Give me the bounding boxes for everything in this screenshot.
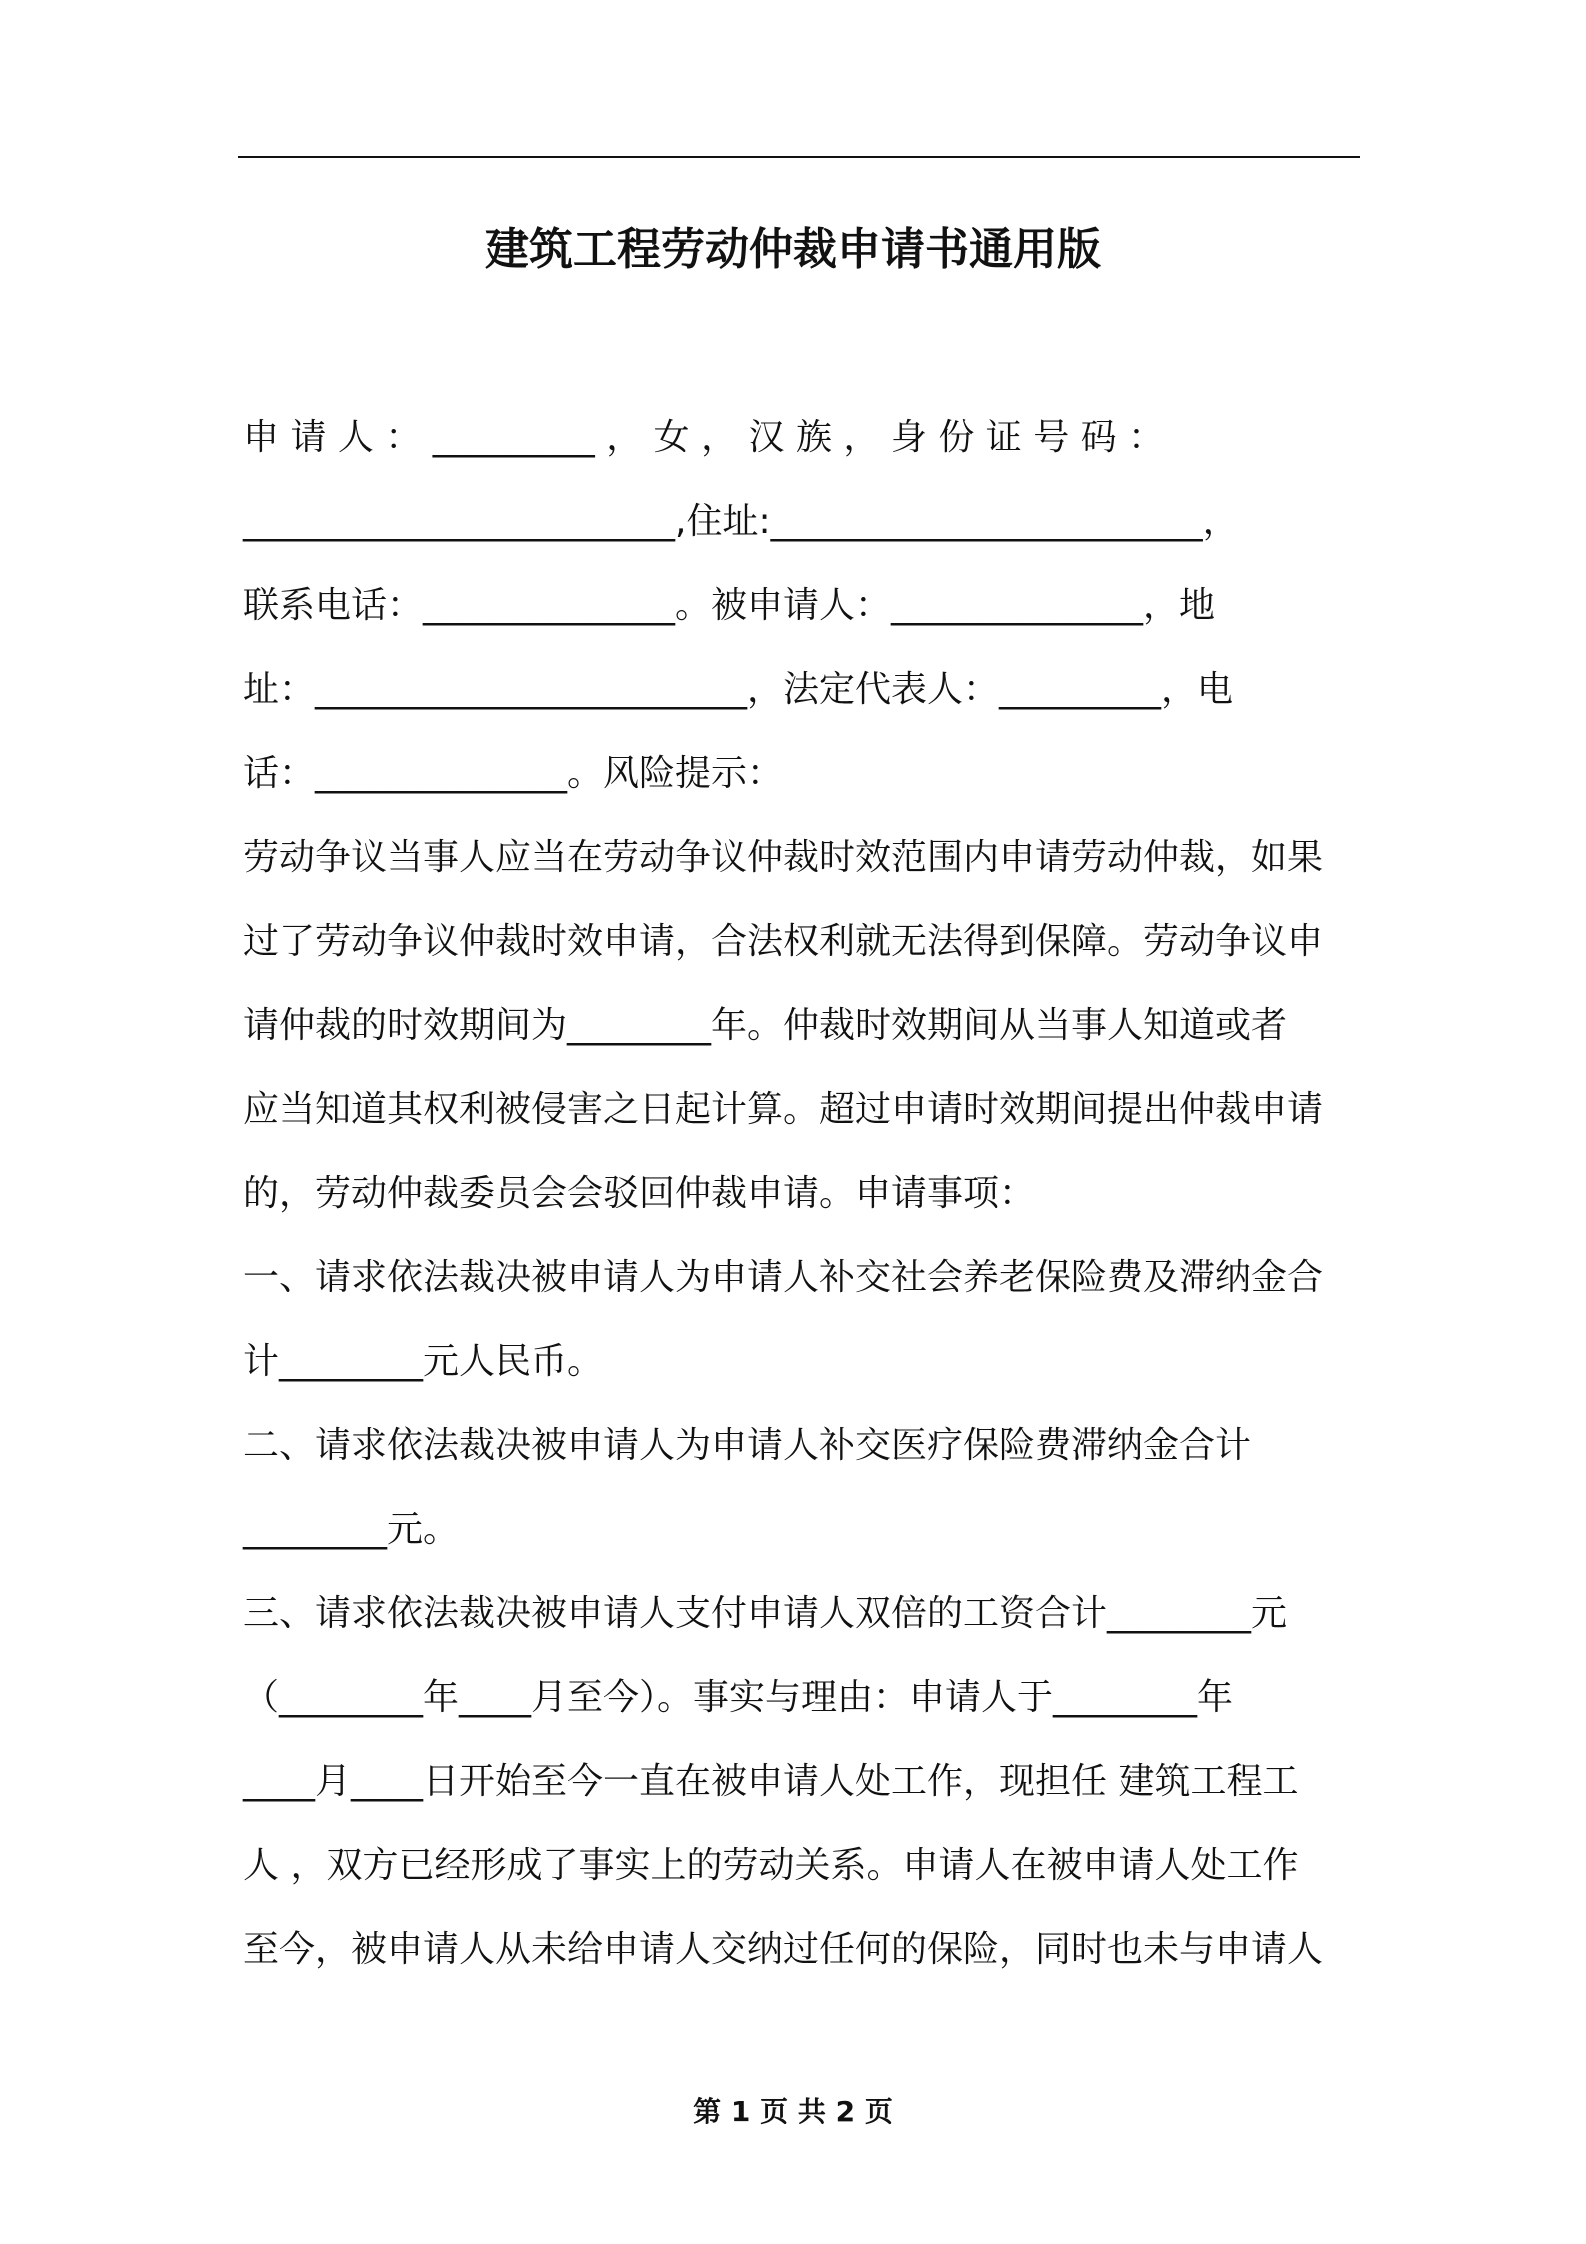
body-line: ________________________,住址:________________________， <box>243 501 1239 542</box>
body-line: 址：________________________，法定代表人：_________，电 <box>243 669 1234 710</box>
body-line: 劳动争议当事人应当在劳动争议仲裁时效范围内申请劳动仲裁，如果 <box>243 837 1324 878</box>
body-line: 计________元人民币。 <box>243 1341 604 1382</box>
page-footer: 第 1 页 共 2 页 <box>693 2095 893 2128</box>
document-title: 建筑工程劳动仲裁申请书通用版 <box>485 224 1101 275</box>
body-line: 话：______________。风险提示： <box>243 753 784 794</box>
body-line: 人 ，双方已经形成了事实上的劳动关系。申请人在被申请人处工作 <box>243 1845 1299 1886</box>
body-line: ____月____日开始至今一直在被申请人处工作，现担任 建筑工程工 <box>243 1761 1299 1802</box>
body-line: 联系电话：______________。被申请人：______________，地 <box>243 585 1216 626</box>
header-rule <box>238 156 1360 158</box>
body-line: 请仲裁的时效期间为________年。仲裁时效期间从当事人知道或者 <box>243 1005 1288 1046</box>
body-line: ________元。 <box>243 1509 460 1550</box>
body-line: （________年____月至今）。事实与理由：申请人于________年 <box>243 1677 1234 1718</box>
body-line: 的，劳动仲裁委员会会驳回仲裁申请。申请事项： <box>243 1173 1036 1214</box>
body-line: 至今，被申请人从未给申请人交纳过任何的保险，同时也未与申请人 <box>243 1929 1324 1970</box>
body-line: 三、请求依法裁决被申请人支付申请人双倍的工资合计________元 <box>243 1593 1288 1634</box>
body-line: 过了劳动争议仲裁时效申请，合法权利就无法得到保障。劳动争议申 <box>243 921 1324 962</box>
body-line: 一、请求依法裁决被申请人为申请人补交社会养老保险费及滞纳金合 <box>243 1257 1324 1298</box>
body-line: 申 请 人 ： _________ ， 女 ， 汉 族 ， 身 份 证 号 码 ： <box>243 417 1165 458</box>
body-line: 应当知道其权利被侵害之日起计算。超过申请时效期间提出仲裁申请 <box>243 1089 1324 1130</box>
body-line: 二、请求依法裁决被申请人为申请人补交医疗保险费滞纳金合计 <box>243 1425 1252 1466</box>
